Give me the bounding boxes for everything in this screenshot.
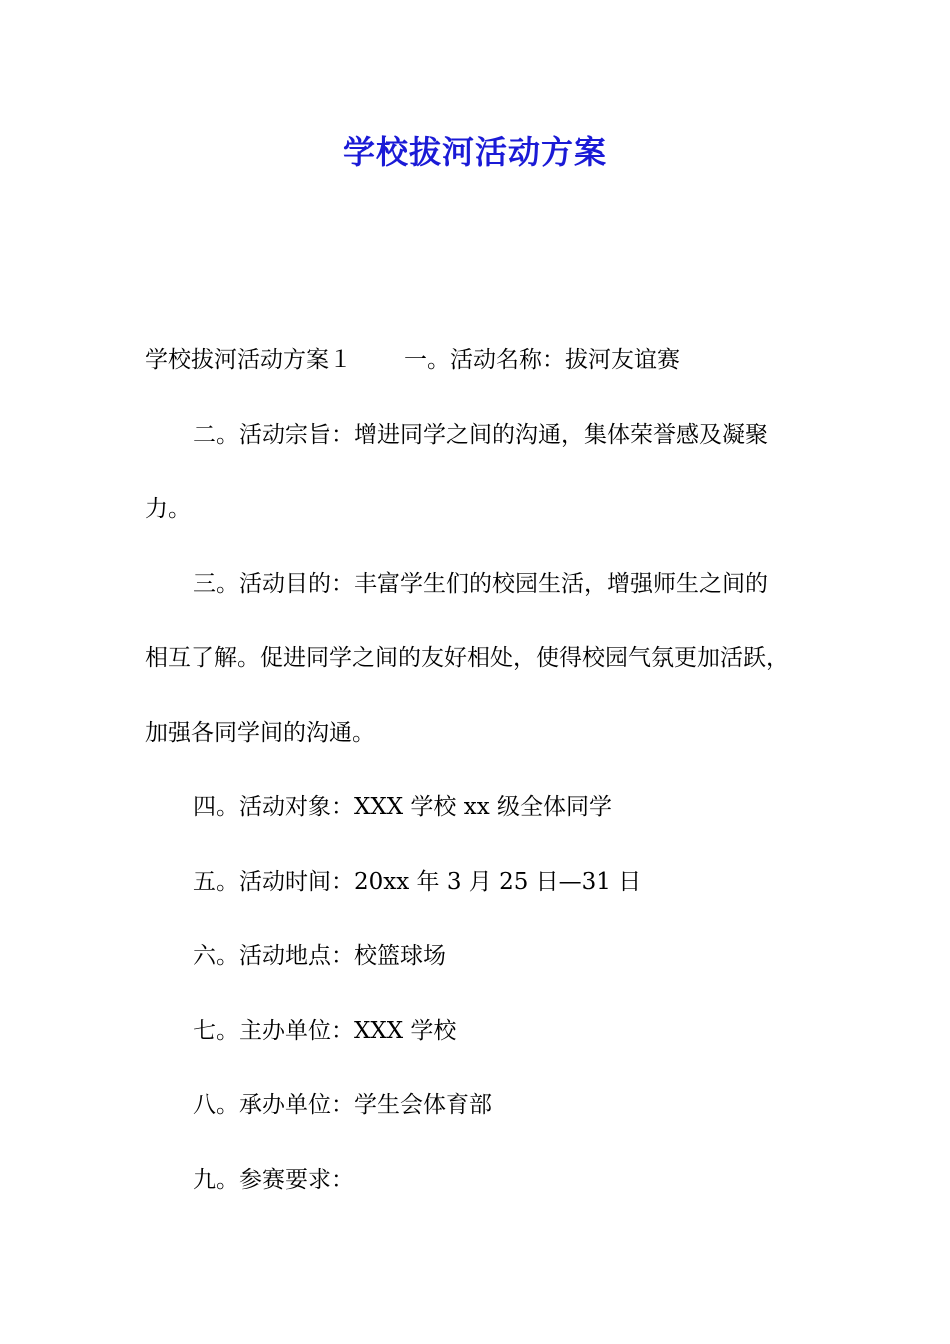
item-1-activity-name: 一。活动名称：拔河友谊赛: [404, 347, 680, 373]
item-3-line-3: 加强各同学间的沟通。: [145, 720, 375, 746]
item-3-line-1: 三。活动目的：丰富学生们的校园生活，增强师生之间的: [193, 571, 768, 597]
item-5-time: 五。活动时间：20xx 年 3 月 25 日—31 日: [193, 869, 642, 895]
item-2-line-2: 力。: [145, 496, 191, 522]
item-4-target: 四。活动对象：XXX 学校 xx 级全体同学: [193, 794, 612, 820]
heading-line: [145, 343, 835, 377]
item-7-organizer: 七。主办单位：XXX 学校: [193, 1018, 457, 1044]
document-title: 学校拔河活动方案: [342, 133, 607, 171]
item-2-line-1: 二。活动宗旨：增进同学之间的沟通，集体荣誉感及凝聚: [193, 422, 768, 448]
item-9-requirements: 九。参赛要求：: [193, 1167, 354, 1193]
item-3-line-2: 相互了解。促进同学之间的友好相处，使得校园气氛更加活跃，: [145, 645, 789, 671]
item-8-host: 八。承办单位：学生会体育部: [193, 1092, 492, 1118]
item-6-location: 六。活动地点：校篮球场: [193, 943, 446, 969]
plan-subtitle: 学校拔河活动方案１: [145, 347, 352, 373]
